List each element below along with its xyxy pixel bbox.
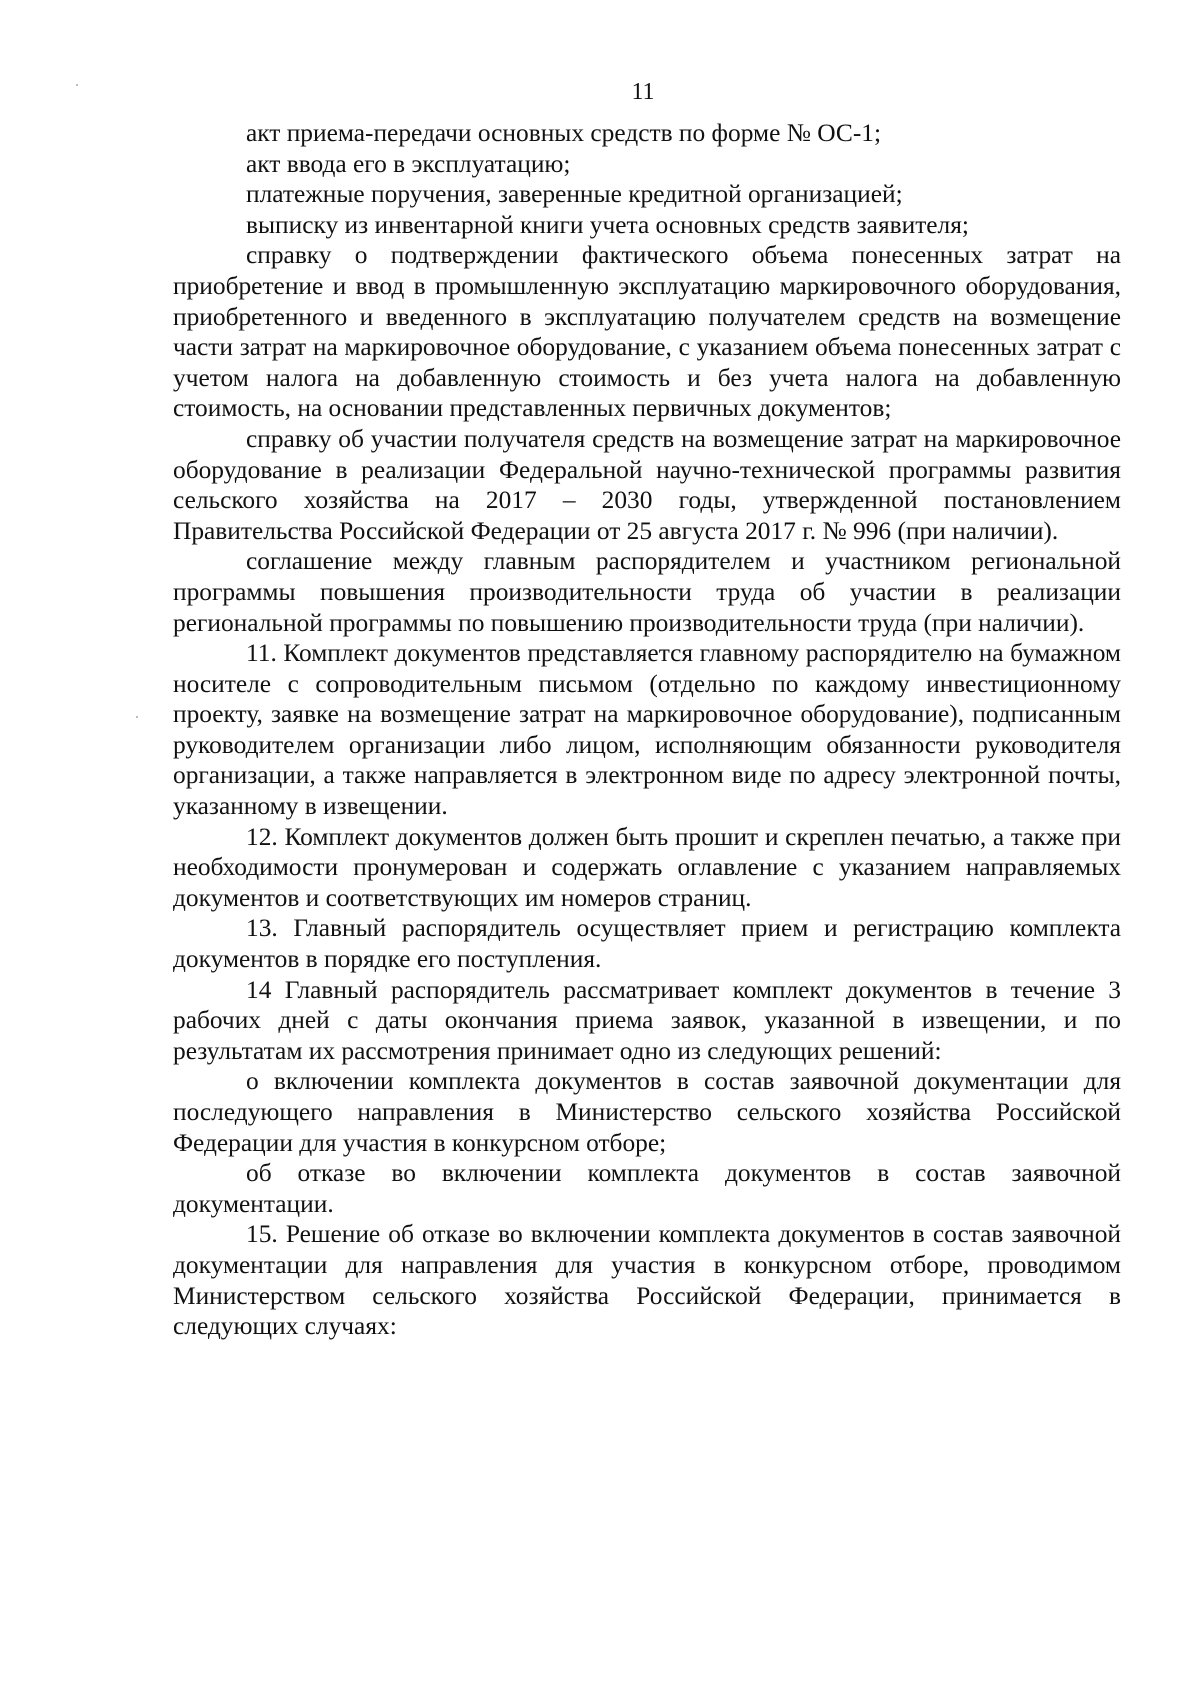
document-body bbox=[173, 118, 1121, 1342]
paragraph-refusal-decision: об отказе во включении комплекта документов в состав заявочной документации. bbox=[173, 1159, 1121, 1218]
paragraph-act-commissioning: акт ввода его в эксплуатацию; bbox=[246, 149, 571, 178]
scan-speck bbox=[136, 716, 138, 718]
paragraph-payment-orders: платежные поручения, заверенные кредитной организацией; bbox=[246, 180, 903, 209]
paragraph-14: 14 Главный распорядитель рассматривает комплект документов в течение 3 рабочих дней с даты окончания приема заявок, указанной в извещении, и по результатам их рассмотрения принимает одно из следующих решений: bbox=[173, 975, 1121, 1065]
paragraph-regional-agreement: соглашение между главным распорядителем и участником региональной программы повышения производительности труда об участии в реализации региональной программы по повышению производительности труда (при наличии). bbox=[173, 547, 1121, 637]
paragraph-15: 15. Решение об отказе во включении комплекта документов в состав заявочной документации для направления для участия в конкурсном отборе, проводимом Министерством сельского хозяйства Российской Федерации, принимается в следующих случаях: bbox=[173, 1220, 1121, 1341]
paragraph-12: 12. Комплект документов должен быть прошит и скреплен печатью, а также при необходимости пронумерован и содержать оглавление с указанием направляемых документов и соответствующих им номеров страниц. bbox=[173, 822, 1121, 912]
paragraph-13: 13. Главный распорядитель осуществляет прием и регистрацию комплекта документов в порядке его поступления. bbox=[173, 914, 1121, 974]
page-number: 11 bbox=[631, 79, 655, 105]
paragraph-11: 11. Комплект документов представляется главному распорядителю на бумажном носителе с сопроводительным письмом (отдельно по каждому инвестиционному проекту, заявке на возмещение затрат на маркировочное оборудование), подписанным руководителем организации либо лицом, исполняющим обязанности руководителя организации, а также направляется в электронном виде по адресу электронной почты, указанному в извещении. bbox=[173, 639, 1121, 821]
paragraph-cost-certificate: справку о подтверждении фактического объема понесенных затрат на приобретение и ввод в промышленную эксплуатацию маркировочного оборудования, приобретенного и введенного в эксплуатацию получателем средств на возмещение части затрат на маркировочное оборудование, с указанием объема понесенных затрат с учетом налога на добавленную стоимость и без учета налога на добавленную стоимость, на основании представленных первичных документов; bbox=[173, 241, 1121, 423]
paragraph-act-transfer: акт приема-передачи основных средств по форме № ОС-1; bbox=[246, 119, 882, 147]
paragraph-inventory-extract: выписку из инвентарной книги учета основных средств заявителя; bbox=[246, 210, 969, 239]
paragraph-participation-certificate: справку об участии получателя средств на возмещение затрат на маркировочное оборудование в реализации Федеральной научно-технической программы развития сельского хозяйства на 2017 – 2030 годы, утвержденной постановлением Правительства Российской Федерации от 25 августа 2017 г. № 996 (при наличии). bbox=[173, 424, 1121, 545]
paragraph-include-decision: о включении комплекта документов в состав заявочной документации для последующего направления в Министерство сельского хозяйства Российской Федерации для участия в конкурсном отборе; bbox=[173, 1067, 1121, 1157]
